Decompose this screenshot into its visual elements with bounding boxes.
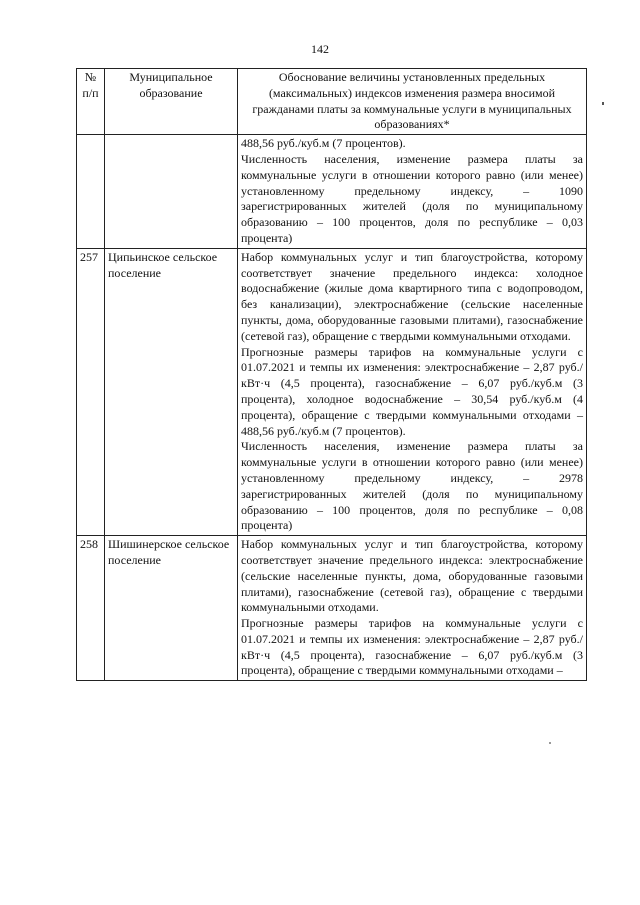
row-municipality-cell: Шишинерское сельское поселение — [105, 536, 238, 681]
row-municipality-cell — [105, 135, 238, 249]
justification-paragraph: 488,56 руб./куб.м (7 процентов). — [241, 136, 406, 151]
header-justification: Обоснование величины установленных предельных (максимальных) индексов изменения размера вносимой гражданами платы за коммунальные услуги в муниципальных образованиях* — [238, 69, 587, 135]
justification-paragraph: Численность населения, изменение размера платы за коммунальные услуги в отношении которого равно (или менее) установленному предельному индексу, – 1090 зарегистрированных жителей (доля по муниципальному образованию – 100 процентов, доля по республике – 0,03 процента) — [241, 151, 583, 245]
row-number-cell: 257 — [77, 248, 105, 535]
row-justification-cell — [238, 135, 587, 249]
table-header-row — [77, 69, 587, 135]
row-justification-cell — [238, 248, 587, 535]
table-row-continuation — [77, 135, 587, 249]
header-number: № п/п — [77, 69, 105, 135]
justification-paragraph: Набор коммунальных услуг и тип благоустройства, которому соответствует значение предельного индекса: электроснабжение (сельские населенные пункты, дома, оборудованные газовыми плитами), газоснабжение (сетевой газ), обращение с твердыми коммунальными отходами. — [241, 537, 583, 615]
row-number-cell: 258 — [77, 536, 105, 681]
table-row — [77, 248, 587, 535]
justification-paragraph: Численность населения, изменение размера платы за коммунальные услуги в отношении которого равно (или менее) установленному предельному индексу, – 2978 зарегистрированных жителей (доля по муниципальному образованию – 100 процентов, доля по республике – 0,08 процента) — [241, 439, 583, 533]
row-municipality-cell: Ципьинское сельское поселение — [105, 248, 238, 535]
row-number-cell — [77, 135, 105, 249]
row-justification-cell — [238, 536, 587, 681]
page-number: 142 — [311, 42, 329, 56]
justification-paragraph: Прогнозные размеры тарифов на коммунальные услуги с 01.07.2021 и темпы их изменения: электроснабжение – 2,87 руб./кВт·ч (4,5 процента), газоснабжение – 6,07 руб./куб.м (3 процента), обращение с твердыми коммунальными отходами – — [241, 616, 583, 678]
table-row — [77, 536, 587, 681]
scan-mark — [602, 102, 604, 105]
header-municipality: Муниципальное образование — [105, 69, 238, 135]
scan-mark — [549, 742, 551, 744]
justification-paragraph: Набор коммунальных услуг и тип благоустройства, которому соответствует значение предельного индекса: холодное водоснабжение (жилые дома квартирного типа с водопроводом, без канализации), электроснабжение (сельские населенные пункты, дома, оборудованные газовыми плитами), газоснабжение (сетевой газ), обращение с твердыми коммунальными отходами. — [241, 249, 583, 343]
tariff-justification-table — [76, 68, 587, 681]
justification-paragraph: Прогнозные размеры тарифов на коммунальные услуги с 01.07.2021 и темпы их изменения: электроснабжение – 2,87 руб./кВт·ч (4,5 процента), газоснабжение – 6,07 руб./куб.м (3 процента), холодное водоснабжение – 30,54 руб./куб.м (4 процента), обращение с твердыми коммунальными отходами – 488,56 руб./куб.м (7 процентов). — [241, 344, 583, 438]
